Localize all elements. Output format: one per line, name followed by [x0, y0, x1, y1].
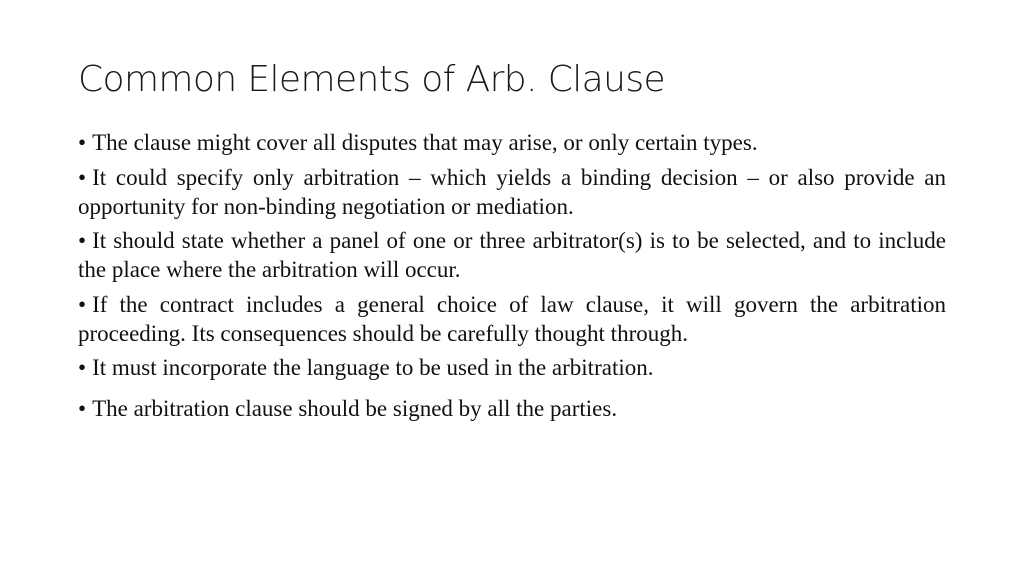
bullet-text: It could specify only arbitration – which yields a binding decision – or also provide an opportunity for non-binding negotiation or mediation.: [78, 164, 946, 219]
bullet-text: If the contract includes a general choice of law clause, it will govern the arbitration proceeding. Its consequences should be carefully thought through.: [78, 291, 946, 346]
slide-title: Common Elements of Arb. Clause: [78, 59, 666, 100]
bullet-marker: •: [78, 291, 87, 317]
bullet-list: [78, 129, 946, 424]
bullet-item: [78, 291, 946, 349]
bullet-marker: •: [78, 396, 87, 422]
bullet-text: It must incorporate the language to be used in the arbitration.: [92, 355, 654, 381]
bullet-text: The arbitration clause should be signed by all the parties.: [92, 396, 618, 422]
bullet-marker: •: [78, 228, 87, 254]
bullet-item: [78, 129, 946, 158]
bullet-text: It should state whether a panel of one or three arbitrator(s) is to be selected, and to include the place where the arbitration will occur.: [78, 228, 946, 283]
bullet-item: [78, 354, 946, 383]
bullet-item: [78, 227, 946, 285]
bullet-marker: •: [78, 130, 87, 156]
bullet-item: [78, 164, 946, 222]
bullet-text: The clause might cover all disputes that may arise, or only certain types.: [92, 130, 758, 156]
bullet-item: [78, 395, 946, 424]
bullet-marker: •: [78, 164, 87, 190]
bullet-marker: •: [78, 355, 87, 381]
